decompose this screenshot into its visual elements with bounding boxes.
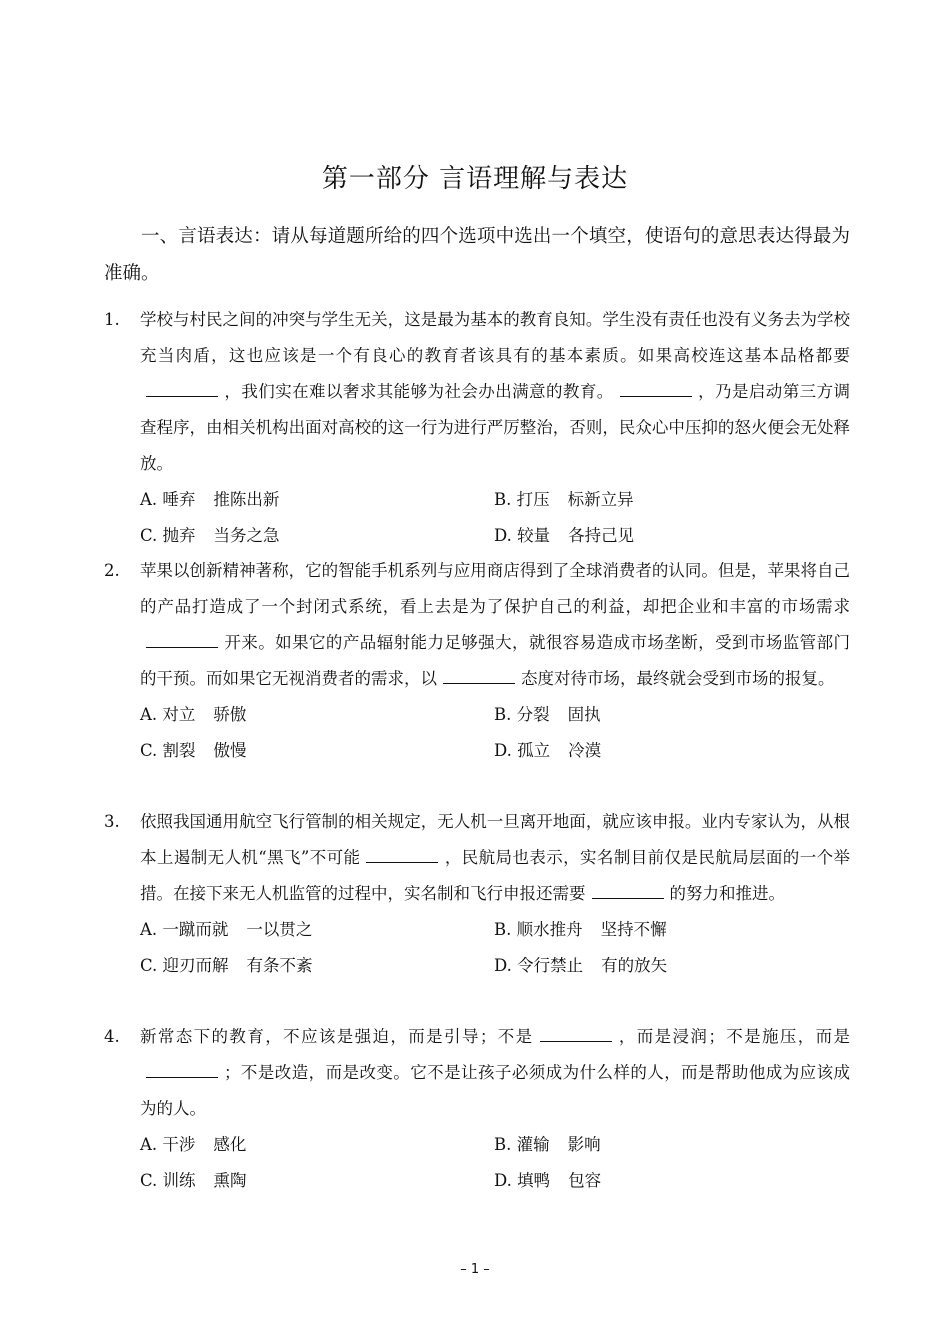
fill-blank bbox=[443, 663, 515, 684]
options bbox=[140, 1127, 850, 1199]
option-c: C. 抛弃 当务之急 bbox=[140, 526, 280, 545]
question-stem: 依照我国通用航空飞行管制的相关规定，无人机一旦离开地面，就应该申报。业内专家认为，从根本上遏制无人机“黑飞”不可能 ，民航局也表示，实名制目前仅是民航局层面的一个举措。在接下来无人机监管的过程中，实名制和飞行申报还需要 的努力和推进。 bbox=[140, 812, 851, 903]
question-stem: 新常态下的教育，不应该是强迫，而是引导；不是 ，而是浸润；不是施压，而是；不是改造，而是改变。它不是让孩子必须成为什么样的人，而是帮助他成为应该成为的人。 bbox=[140, 1019, 850, 1127]
option-c: C. 迎刃而解 有条不紊 bbox=[140, 956, 313, 975]
fill-blank bbox=[146, 1057, 218, 1078]
fill-blank bbox=[540, 1021, 612, 1042]
options bbox=[140, 697, 850, 769]
option-a: A. 干涉 感化 bbox=[140, 1135, 247, 1154]
option-d: D. 令行禁止 有的放矢 bbox=[494, 956, 668, 975]
option-a: A. 一蹴而就 一以贯之 bbox=[140, 920, 313, 939]
options bbox=[140, 482, 850, 554]
option-b: B. 顺水推舟 坚持不懈 bbox=[494, 920, 667, 939]
option-d: D. 填鸭 包容 bbox=[494, 1171, 602, 1190]
option-a: A. 对立 骄傲 bbox=[140, 705, 247, 724]
option-d: D. 孤立 冷漠 bbox=[494, 741, 602, 760]
option-b: B. 灌输 影响 bbox=[494, 1135, 601, 1154]
option-c: C. 训练 熏陶 bbox=[140, 1171, 247, 1190]
question-stem: 苹果以创新精神著称，它的智能手机系列与应用商店得到了全球消费者的认同。但是，苹果将自己的产品打造成了一个封闭式系统，看上去是为了保护自己的利益，却把企业和丰富的市场需求开来。如果它的产品辐射能力足够强大，就很容易造成市场垄断，受到市场监管部门的干预。而如果它无视消费者的需求，以 态度对待市场，最终就会受到市场的报复。 bbox=[140, 561, 850, 688]
question-stem: 学校与村民之间的冲突与学生无关，这是最为基本的教育良知。学生没有责任也没有义务去为学校充当肉盾，这也应该是一个有良心的教育者该具有的基本素质。如果高校连这基本品格都要，我们实在难以奢求其能够为社会办出满意的教育。 ，乃是启动第三方调查程序，由相关机构出面对高校的这一行为进行严厉整治，否则，民众心中压抑的怒火便会无处释放。 bbox=[140, 310, 851, 473]
fill-blank bbox=[366, 842, 438, 863]
question-number: 3. bbox=[104, 812, 120, 831]
fill-blank bbox=[146, 627, 218, 648]
question-number: 2. bbox=[104, 561, 120, 580]
question-1 bbox=[104, 302, 850, 554]
section-heading: 一、言语表达：请从每道题所给的四个选项中选出一个填空，使语句的意思表达得最为准确。 bbox=[104, 226, 850, 284]
fill-blank bbox=[592, 878, 664, 899]
option-c: C. 割裂 傲慢 bbox=[140, 741, 247, 760]
options bbox=[140, 912, 850, 984]
question-4 bbox=[104, 1019, 850, 1199]
page-number: – 1 – bbox=[460, 1262, 490, 1277]
fill-blank bbox=[146, 376, 218, 397]
question-number: 4. bbox=[104, 1027, 120, 1046]
page-title: 第一部分 言语理解与表达 bbox=[321, 164, 629, 194]
option-a: A. 唾弃 推陈出新 bbox=[140, 490, 280, 509]
question-2 bbox=[104, 553, 850, 769]
option-d: D. 较量 各持己见 bbox=[494, 526, 635, 545]
question-3 bbox=[104, 804, 850, 984]
fill-blank bbox=[620, 376, 692, 397]
option-b: B. 打压 标新立异 bbox=[494, 490, 634, 509]
question-number: 1. bbox=[104, 310, 120, 329]
option-b: B. 分裂 固执 bbox=[494, 705, 601, 724]
